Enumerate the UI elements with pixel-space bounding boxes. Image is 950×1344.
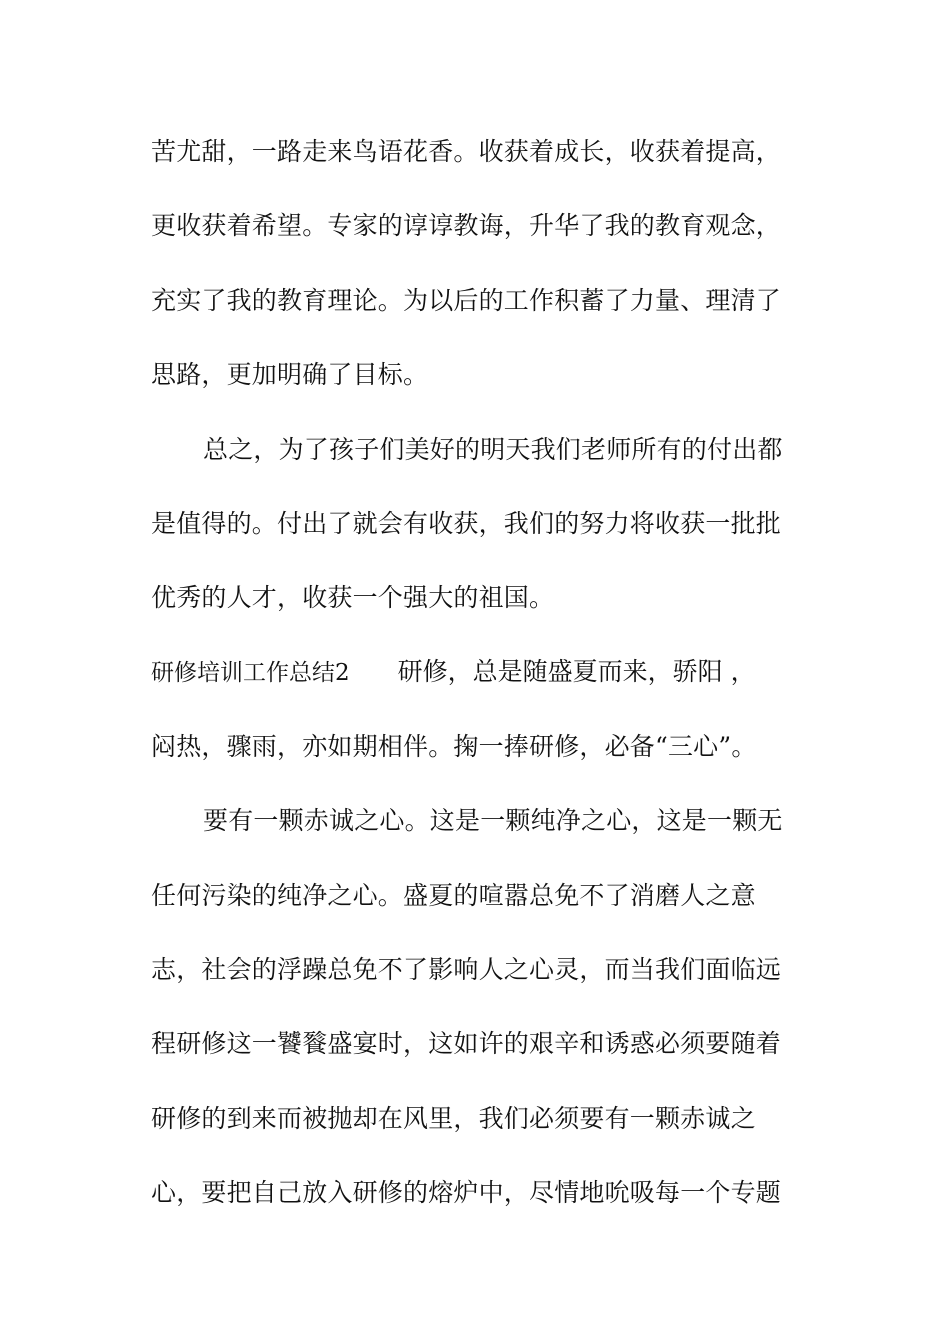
text-line: 闷热，骤雨，亦如期相伴。掬一捧研修，必备“三心”。: [151, 732, 757, 761]
text-line: 苦尤甜，一路走来鸟语花香。收获着成长，收获着提高，: [151, 137, 782, 166]
text-line: 程研修这一饕餮盛宴时，这如许的艰辛和诱惑必须要随着: [151, 1029, 782, 1058]
text-line: 研修，总是随盛夏而来，骄阳 ，: [397, 657, 756, 686]
text-line: 研修的到来而被抛却在风里，我们必须要有一颗赤诚之: [151, 1104, 756, 1133]
text-line: 心，要把自己放入研修的熔炉中，尽情地吮吸每一个专题: [151, 1178, 782, 1207]
text-line: 更收获着希望。专家的谆谆教诲，升华了我的教育观念，: [151, 211, 782, 240]
text-line: 总之，为了孩子们美好的明天我们老师所有的付出都: [203, 435, 783, 464]
section-heading-line: [151, 652, 756, 692]
text-line: 充实了我的教育理论。为以后的工作积蓄了力量、理清了: [151, 286, 782, 315]
text-line: 要有一颗赤诚之心。这是一颗纯净之心，这是一颗无: [203, 806, 783, 835]
text-line: 任何污染的纯净之心。盛夏的喧嚣总免不了消磨人之意: [151, 881, 756, 910]
text-line: 志，社会的浮躁总免不了影响人之心灵，而当我们面临远: [151, 955, 782, 984]
section-title: 研修培训工作总结2: [151, 660, 350, 686]
text-line: 优秀的人才，收获一个强大的祖国。: [151, 583, 555, 612]
text-line: 思路，更加明确了目标。: [151, 360, 429, 389]
text-line: 是值得的。付出了就会有收获，我们的努力将收获一批批: [151, 509, 782, 538]
